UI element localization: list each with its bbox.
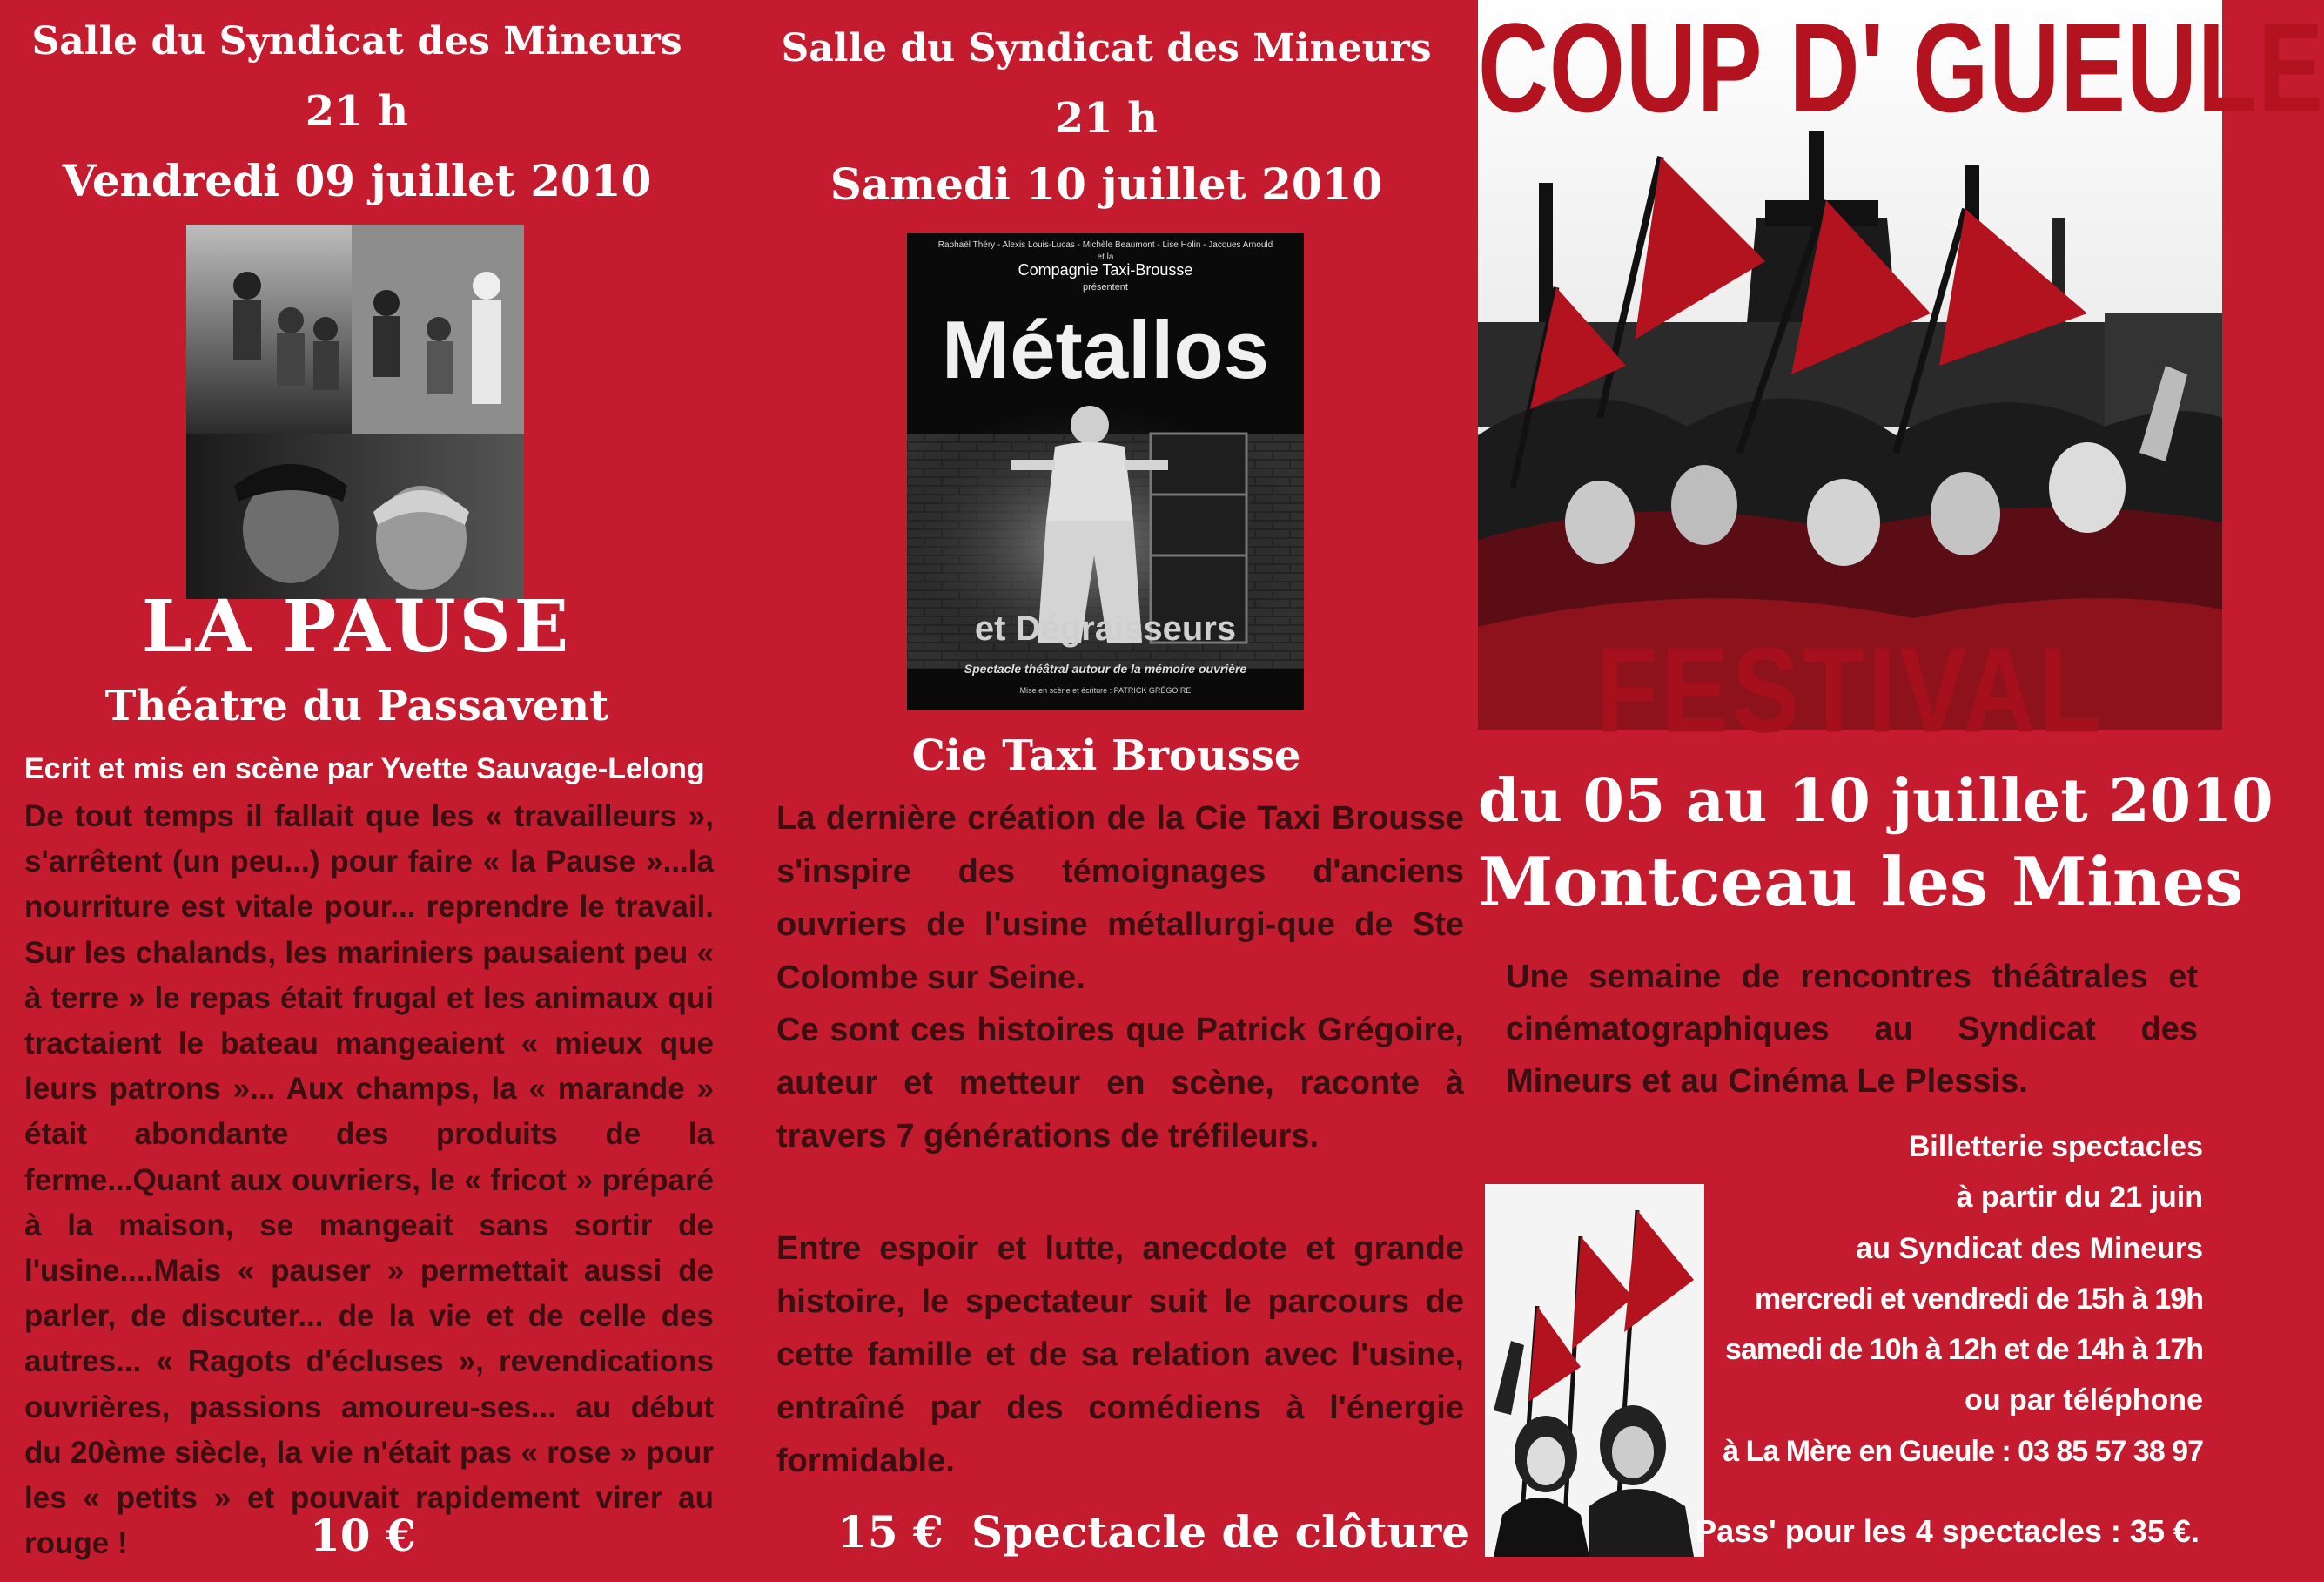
panel1-description: De tout temps il fallait que les « travailleurs », s'arrêtent (un peu...) pour faire « la Pause »...la nourriture est vitale pour... reprendre le travail. Sur les chalands, les mariniers pausaient peu « à terre » le repas était frugal et les animaux qui tractaient le bateau mangeaient « mieux que leurs patrons »... Aux champs, la « marande » était abondante des produits de la ferme...Quant aux ouvriers, le « fricot » préparé à la maison, se mangeait sans sortir de l'usine....Mais « pauser » permettait aussi de parler, de discuter... de la vie et de celle des autres... « Ragots d'écluses », revendications ouvrières, passions amoureu-ses... au début du 20ème siècle, la vie n'était pas « rose » pour les « petits » et pouvait rapidement virer au rouge !: [24, 799, 714, 1561]
panel1-company: Théatre du Passavent: [104, 682, 609, 730]
panel2-time: 21 h: [1054, 94, 1159, 143]
pass-offer: Pass' pour les 4 spectacles : 35 €.: [1696, 1513, 2200, 1549]
la-pause-title: LA PAUSE: [141, 585, 573, 669]
ticketing-line-7: à La Mère en Gueule : 03 85 57 38 97: [1723, 1434, 2203, 1468]
poster-presents: présentent: [1083, 282, 1128, 293]
poster-and: et la: [1097, 252, 1114, 262]
poster-company: Compagnie Taxi-Brousse: [1018, 261, 1193, 279]
poster-tagline: Spectacle théâtral autour de la mémoire ouvrière: [964, 662, 1247, 676]
festival-city: Montceau les Mines: [1478, 843, 2244, 922]
panel1-credit: Ecrit et mis en scène par Yvette Sauvage-Lelong: [24, 752, 705, 785]
ticketing-line-1: Billetterie spectacles: [1908, 1130, 2203, 1163]
la-pause-photo: [186, 225, 524, 599]
panel1-price: 10 €: [310, 1510, 416, 1561]
flag-crowd-thumbnail: [1485, 1184, 1704, 1557]
ticketing-line-4: mercredi et vendredi de 15h à 19h: [1754, 1282, 2203, 1316]
panel2-price: 15 €: [837, 1506, 944, 1558]
panel2-para3: Entre espoir et lutte, anecdote et grande histoire, le spectateur suit le parcours de cette famille et de sa relation avec l'usine, entraîné par des comédiens à l'énergie formidable.: [776, 1230, 1464, 1479]
poster-director: Mise en scène et écriture : PATRICK GRÉGOIRE: [1019, 686, 1192, 695]
ticketing-line-3: au Syndicat des Mineurs: [1856, 1231, 2203, 1265]
panel2-closing: Spectacle de clôture: [971, 1506, 1470, 1558]
festival-hero: [1478, 0, 2324, 758]
poster-title: Métallos: [941, 304, 1270, 395]
ticketing-line-6: ou par téléphone: [1965, 1383, 2203, 1417]
panel1-date: Vendredi 09 juillet 2010: [62, 155, 652, 206]
poster-names: Raphaël Théry - Alexis Louis-Lucas - Michèle Beaumont - Lise Holin - Jacques Arnould: [937, 240, 1273, 250]
ticketing-line-2: à partir du 21 juin: [1956, 1181, 2203, 1215]
headline-coup-d-gueule: COUP D' GUEULE: [1478, 0, 2324, 139]
poster-subtitle: et Dégraisseurs: [974, 609, 1237, 648]
panel2-para2: Ce sont ces histoires que Patrick Grégoire, auteur et metteur en scène, raconte à travers 7 générations de tréfileurs.: [776, 1012, 1464, 1155]
panel2-company: Cie Taxi Brousse: [911, 731, 1301, 780]
ticketing-line-5: samedi de 10h à 12h et de 14h à 17h: [1725, 1333, 2203, 1367]
festival-intro: Une semaine de rencontres théâtrales et cinématographiques au Syndicat des Mineurs et au Cinéma Le Plessis.: [1506, 959, 2198, 1100]
panel2-date: Samedi 10 juillet 2010: [830, 158, 1383, 210]
festival-label: FESTIVAL: [1595, 622, 2105, 758]
panel2-venue: Salle du Syndicat des Mineurs: [781, 26, 1432, 71]
panel2-para1: La dernière création de la Cie Taxi Brousse s'inspire des témoignages d'anciens ouvriers de l'usine métallurgi-que de Ste Colombe sur Seine.: [776, 800, 1464, 996]
metallos-poster: [907, 233, 1304, 710]
festival-dates: du 05 au 10 juillet 2010: [1478, 766, 2274, 836]
panel1-time: 21 h: [305, 87, 409, 136]
panel1-venue: Salle du Syndicat des Mineurs: [31, 19, 682, 64]
ticketing-info: [1689, 1121, 2203, 1477]
